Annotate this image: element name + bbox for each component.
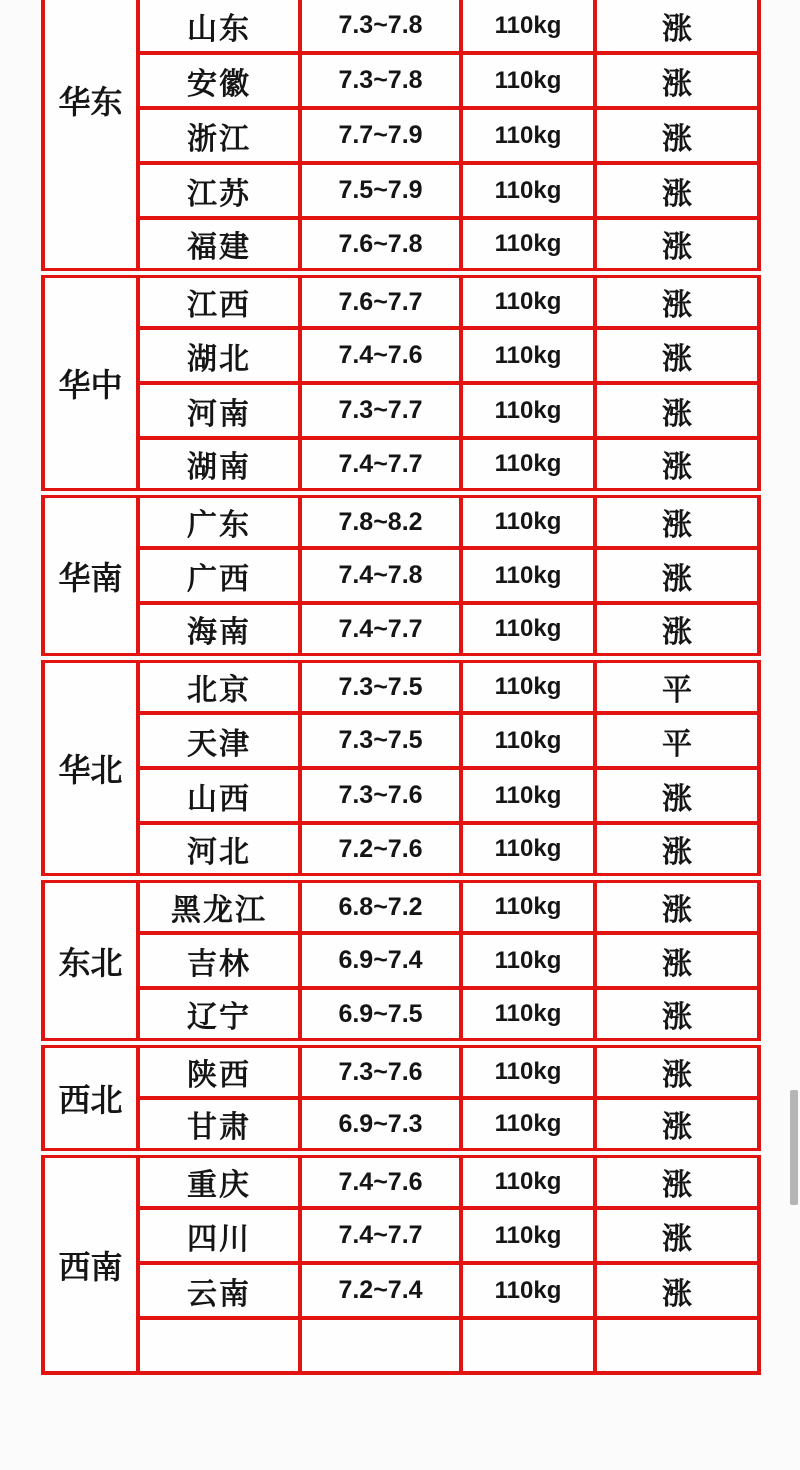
province-cell: 浙江 <box>138 108 300 163</box>
province-cell: 北京 <box>138 658 300 713</box>
price-cell: 7.5~7.9 <box>300 163 461 218</box>
price-cell: 7.7~7.9 <box>300 108 461 163</box>
region-label: 华东 <box>58 84 123 120</box>
price-cell: 7.2~7.4 <box>300 1263 461 1318</box>
region-label: 东北 <box>58 944 123 981</box>
province-cell: 辽宁 <box>138 988 300 1043</box>
price-cell: 7.4~7.6 <box>300 328 461 383</box>
region-group-1 <box>43 273 759 493</box>
table-row <box>43 328 759 383</box>
weight-cell: 110kg <box>461 0 595 53</box>
trend-cell: 涨 <box>595 273 759 328</box>
weight-cell: 110kg <box>461 1263 595 1318</box>
region-cell <box>43 658 138 878</box>
province-cell: 湖北 <box>138 328 300 383</box>
price-cell: 7.4~7.7 <box>300 603 461 658</box>
province-cell: 云南 <box>138 1263 300 1318</box>
weight-cell: 110kg <box>461 493 595 548</box>
weight-cell: 110kg <box>461 53 595 108</box>
province-cell: 陕西 <box>138 1043 300 1098</box>
province-cell: 安徽 <box>138 53 300 108</box>
table-row <box>43 273 759 328</box>
region-label: 华北 <box>58 752 123 788</box>
province-cell: 山西 <box>138 768 300 823</box>
table-row <box>43 1208 759 1263</box>
price-cell: 7.3~7.8 <box>300 53 461 108</box>
trend-cell: 涨 <box>595 1153 759 1208</box>
region-label: 西南 <box>58 1248 123 1285</box>
region-group-6 <box>43 1153 759 1373</box>
province-cell: 天津 <box>138 713 300 768</box>
region-label: 华南 <box>58 559 123 596</box>
pig-price-table <box>41 0 761 1375</box>
table-row <box>43 383 759 438</box>
region-group-5 <box>43 1043 759 1153</box>
table-row <box>43 1098 759 1153</box>
table-row <box>43 53 759 108</box>
price-cell: 7.4~7.7 <box>300 1208 461 1263</box>
trend-cell: 涨 <box>595 1208 759 1263</box>
price-cell: 7.4~7.8 <box>300 548 461 603</box>
price-cell <box>300 1318 461 1373</box>
price-cell: 7.3~7.5 <box>300 713 461 768</box>
province-cell: 福建 <box>138 218 300 273</box>
province-cell: 甘肃 <box>138 1098 300 1153</box>
weight-cell: 110kg <box>461 988 595 1043</box>
trend-cell: 涨 <box>595 108 759 163</box>
trend-cell: 平 <box>595 658 759 713</box>
price-cell: 7.3~7.6 <box>300 768 461 823</box>
region-cell <box>43 1043 138 1153</box>
province-cell: 吉林 <box>138 933 300 988</box>
table-row <box>43 823 759 878</box>
region-group-2 <box>43 493 759 658</box>
region-group-0 <box>43 0 759 273</box>
trend-cell: 涨 <box>595 988 759 1043</box>
trend-cell: 涨 <box>595 163 759 218</box>
region-cell <box>43 273 138 493</box>
weight-cell: 110kg <box>461 823 595 878</box>
region-cell <box>43 0 138 273</box>
trend-cell: 涨 <box>595 768 759 823</box>
trend-cell: 平 <box>595 713 759 768</box>
trend-cell: 涨 <box>595 328 759 383</box>
province-cell: 山东 <box>138 0 300 53</box>
trend-cell: 涨 <box>595 933 759 988</box>
weight-cell: 110kg <box>461 218 595 273</box>
table-row <box>43 658 759 713</box>
province-cell <box>138 1318 300 1373</box>
trend-cell: 涨 <box>595 218 759 273</box>
table-row <box>43 988 759 1043</box>
region-cell <box>43 878 138 1043</box>
weight-cell: 110kg <box>461 1208 595 1263</box>
price-cell: 7.3~7.6 <box>300 1043 461 1098</box>
trend-cell: 涨 <box>595 493 759 548</box>
trend-cell: 涨 <box>595 383 759 438</box>
table-row <box>43 933 759 988</box>
table-row <box>43 713 759 768</box>
province-cell: 黑龙江 <box>138 878 300 933</box>
table-row <box>43 1263 759 1318</box>
price-cell: 7.8~8.2 <box>300 493 461 548</box>
price-cell: 6.9~7.3 <box>300 1098 461 1153</box>
weight-cell: 110kg <box>461 438 595 493</box>
trend-cell: 涨 <box>595 438 759 493</box>
province-cell: 河南 <box>138 383 300 438</box>
price-cell: 7.6~7.8 <box>300 218 461 273</box>
table-row <box>43 878 759 933</box>
table-row <box>43 493 759 548</box>
weight-cell: 110kg <box>461 1043 595 1098</box>
weight-cell: 110kg <box>461 383 595 438</box>
price-cell: 6.9~7.5 <box>300 988 461 1043</box>
trend-cell: 涨 <box>595 548 759 603</box>
weight-cell: 110kg <box>461 603 595 658</box>
trend-cell <box>595 1318 759 1373</box>
weight-cell: 110kg <box>461 658 595 713</box>
table-row <box>43 1043 759 1098</box>
province-cell: 四川 <box>138 1208 300 1263</box>
price-cell: 7.4~7.6 <box>300 1153 461 1208</box>
price-cell: 7.3~7.5 <box>300 658 461 713</box>
table-row <box>43 218 759 273</box>
weight-cell: 110kg <box>461 713 595 768</box>
region-group-4 <box>43 878 759 1043</box>
table-row <box>43 768 759 823</box>
province-cell: 江西 <box>138 273 300 328</box>
region-label: 华中 <box>58 367 123 403</box>
trend-cell: 涨 <box>595 878 759 933</box>
weight-cell: 110kg <box>461 933 595 988</box>
table-row <box>43 603 759 658</box>
province-cell: 广西 <box>138 548 300 603</box>
weight-cell: 110kg <box>461 548 595 603</box>
trend-cell: 涨 <box>595 1098 759 1153</box>
trend-cell: 涨 <box>595 1043 759 1098</box>
trend-cell: 涨 <box>595 823 759 878</box>
price-cell: 7.4~7.7 <box>300 438 461 493</box>
trend-cell: 涨 <box>595 1263 759 1318</box>
price-cell: 6.8~7.2 <box>300 878 461 933</box>
weight-cell: 110kg <box>461 1098 595 1153</box>
region-cell <box>43 493 138 658</box>
table-row <box>43 548 759 603</box>
price-cell: 6.9~7.4 <box>300 933 461 988</box>
table-row <box>43 1153 759 1208</box>
weight-cell: 110kg <box>461 768 595 823</box>
price-cell: 7.2~7.6 <box>300 823 461 878</box>
table-row <box>43 163 759 218</box>
trend-cell: 涨 <box>595 603 759 658</box>
region-cell <box>43 1153 138 1373</box>
province-cell: 重庆 <box>138 1153 300 1208</box>
province-cell: 湖南 <box>138 438 300 493</box>
table-row <box>43 0 759 53</box>
province-cell: 海南 <box>138 603 300 658</box>
table-row <box>43 108 759 163</box>
weight-cell: 110kg <box>461 163 595 218</box>
trend-cell: 涨 <box>595 53 759 108</box>
weight-cell: 110kg <box>461 273 595 328</box>
province-cell: 河北 <box>138 823 300 878</box>
price-cell: 7.3~7.7 <box>300 383 461 438</box>
region-group-3 <box>43 658 759 878</box>
region-label: 西北 <box>58 1082 123 1118</box>
trend-cell: 涨 <box>595 0 759 53</box>
province-cell: 江苏 <box>138 163 300 218</box>
table-row <box>43 438 759 493</box>
weight-cell <box>461 1318 595 1373</box>
price-cell: 7.6~7.7 <box>300 273 461 328</box>
weight-cell: 110kg <box>461 328 595 383</box>
weight-cell: 110kg <box>461 878 595 933</box>
scrollbar-thumb[interactable] <box>790 1090 798 1205</box>
weight-cell: 110kg <box>461 108 595 163</box>
weight-cell: 110kg <box>461 1153 595 1208</box>
province-cell: 广东 <box>138 493 300 548</box>
table-row <box>43 1318 759 1373</box>
price-cell: 7.3~7.8 <box>300 0 461 53</box>
